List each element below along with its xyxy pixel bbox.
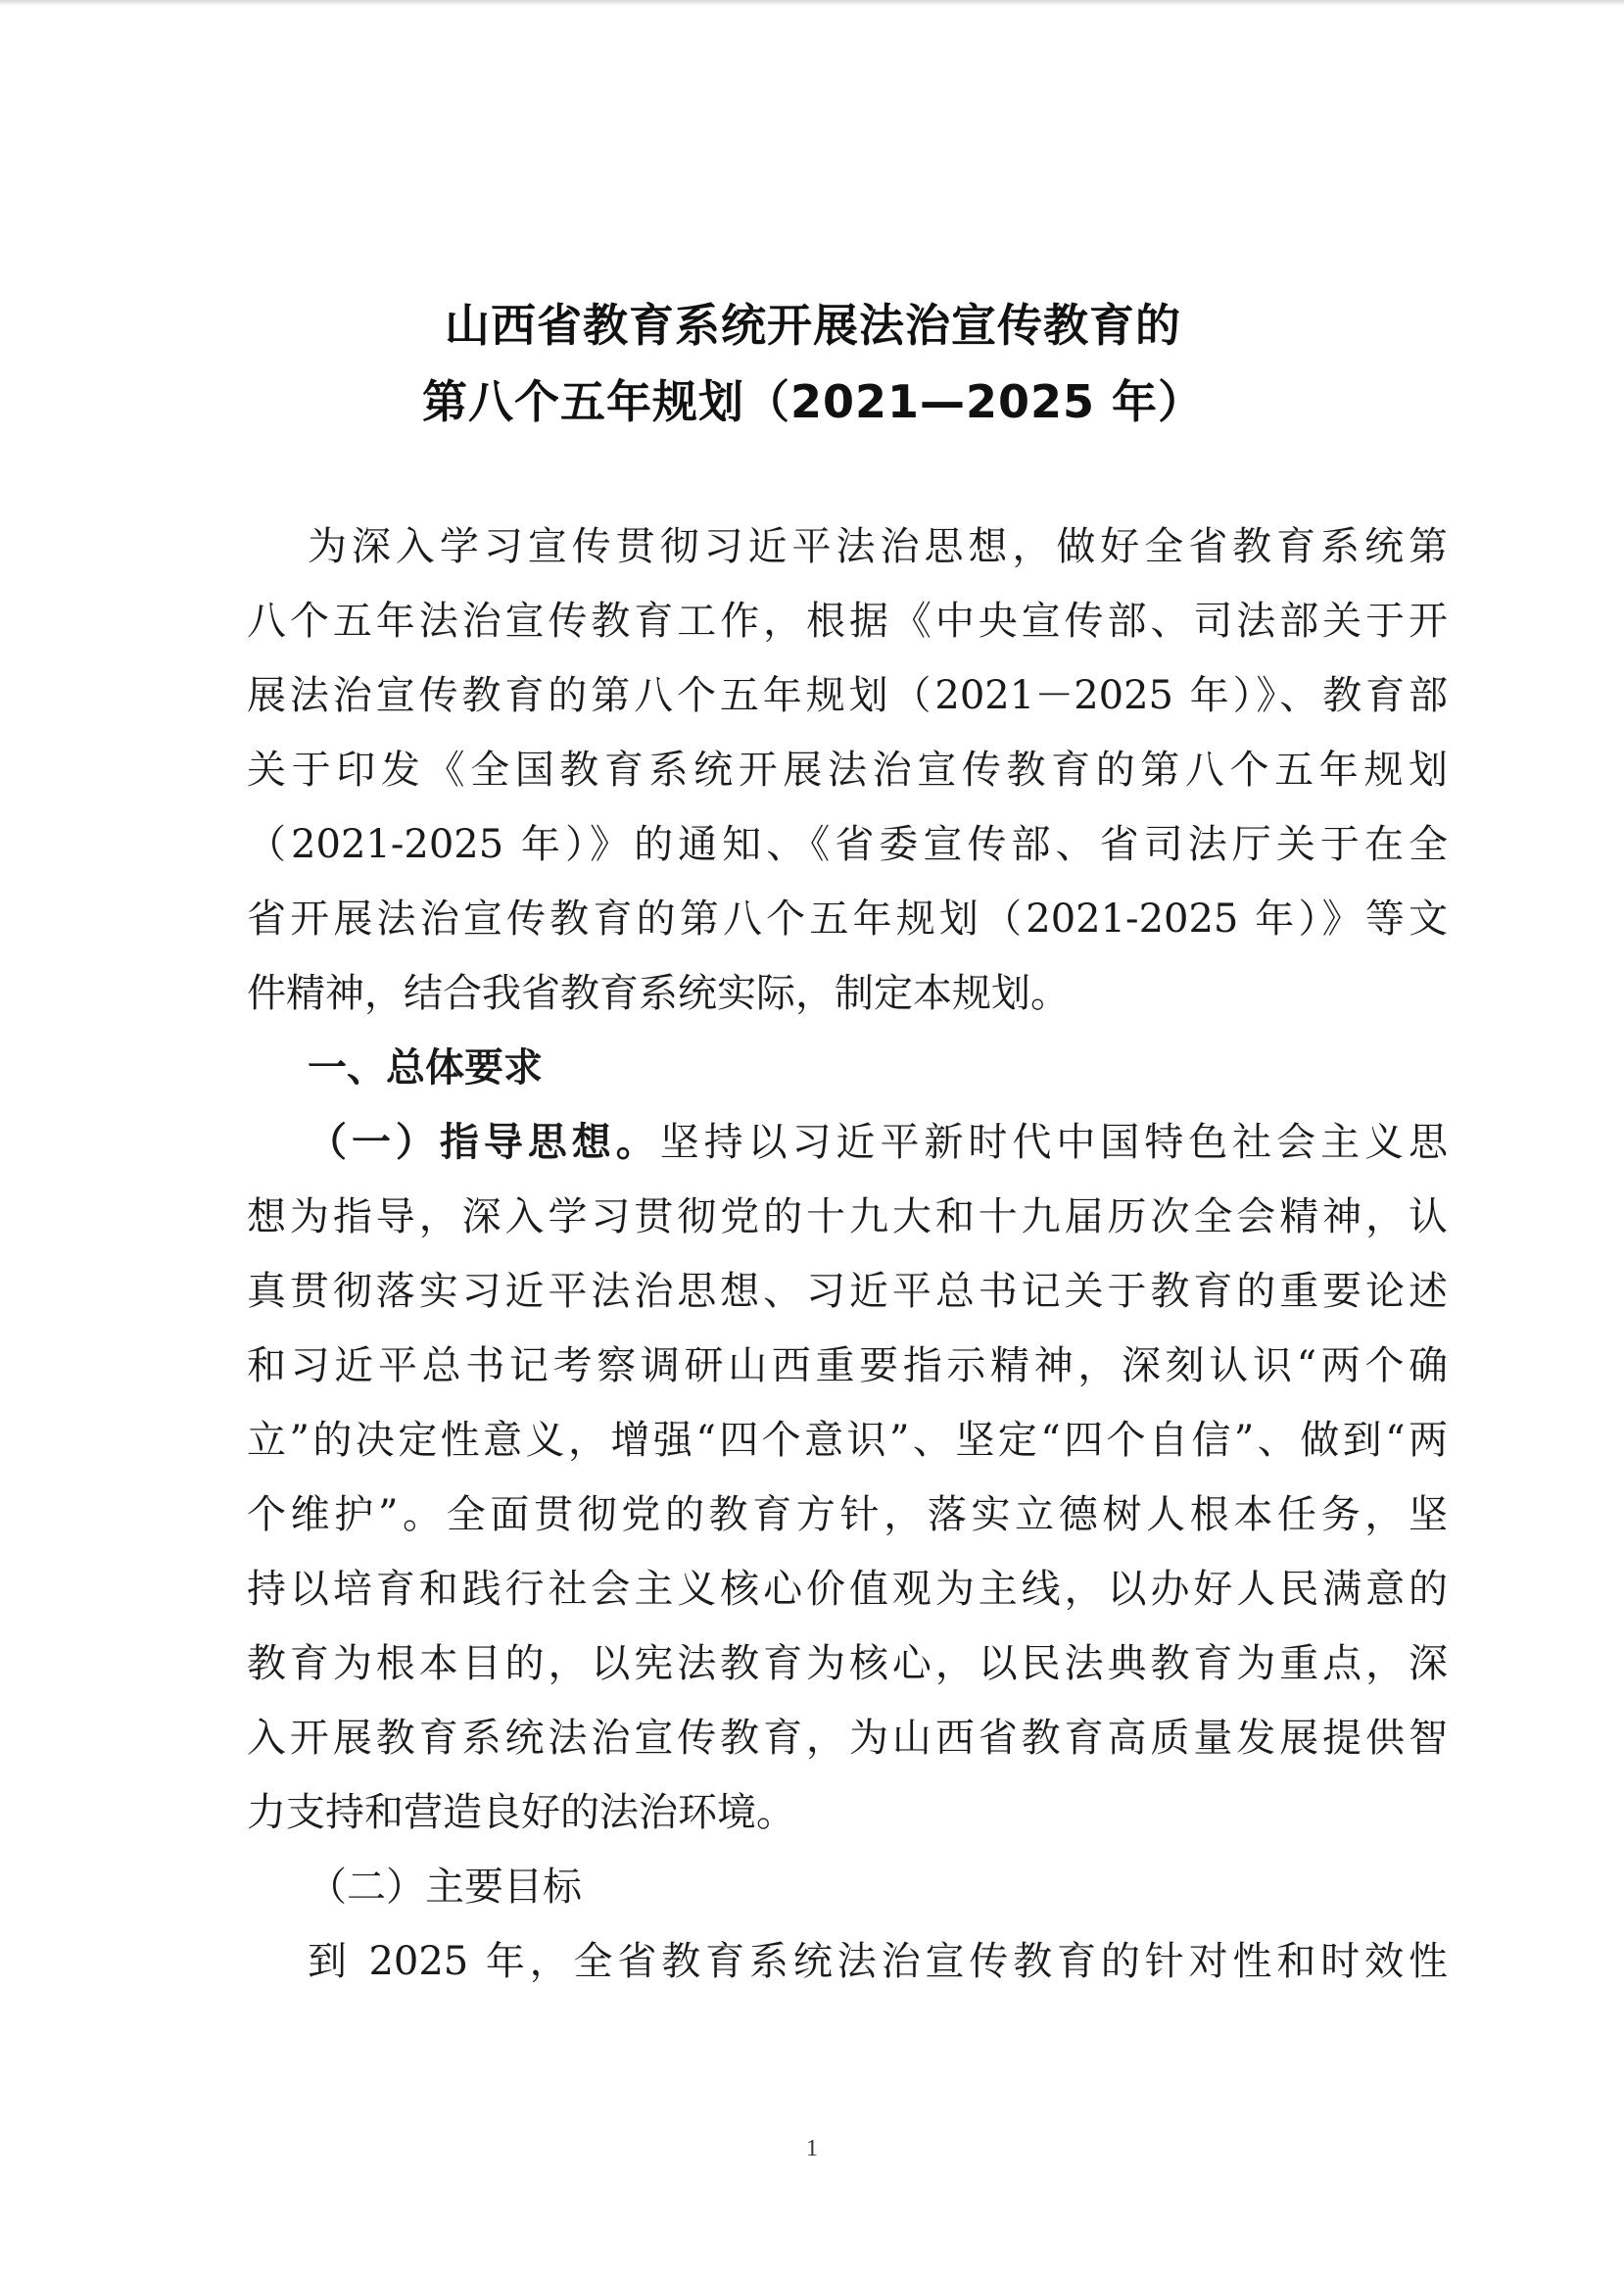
- document-title-line-1: 山西省教育系统开展法治宣传教育的: [445, 299, 1181, 352]
- page-number: 1: [806, 2136, 818, 2161]
- guiding-line: 教育为根本目的，以宪法教育为核心，以民法典教育为重点，深: [247, 1641, 1448, 1686]
- guiding-thought-text: 坚持以习近平新时代中国特色社会主义思: [659, 1120, 1448, 1165]
- scan-edge: [0, 0, 1624, 6]
- intro-line: 省开展法治宣传教育的第八个五年规划（2021-2025 年）》等文: [247, 897, 1448, 942]
- document-title-line-2: 第八个五年规划（2021—2025 年）: [421, 375, 1205, 428]
- guiding-line: 真贯彻落实习近平法治思想、习近平总书记关于教育的重要论述: [247, 1269, 1448, 1314]
- guiding-line: 想为指导，深入学习贯彻党的十九大和十九届历次全会精神，认: [247, 1194, 1448, 1239]
- goal-line: 到 2025 年，全省教育系统法治宣传教育的针对性和时效性: [308, 1939, 1448, 1984]
- guiding-line: 和习近平总书记考察调研山西重要指示精神，深刻认识“两个确: [247, 1343, 1448, 1388]
- section-heading-main-goals: （二）主要目标: [308, 1865, 582, 1910]
- intro-line: 关于印发《全国教育系统开展法治宣传教育的第八个五年规划: [247, 748, 1448, 793]
- intro-line: （2021-2025 年）》的通知、《省委宣传部、省司法厅关于在全: [247, 822, 1448, 867]
- intro-line: 八个五年法治宣传教育工作，根据《中央宣传部、司法部关于开: [247, 599, 1448, 644]
- guiding-line: 立”的决定性意义，增强“四个意识”、坚定“四个自信”、做到“两: [247, 1418, 1448, 1463]
- guiding-line: 入开展教育系统法治宣传教育，为山西省教育高质量发展提供智: [247, 1716, 1448, 1761]
- guiding-line: 力支持和营造良好的法治环境。: [247, 1790, 795, 1835]
- intro-line: 为深入学习宣传贯彻习近平法治思想，做好全省教育系统第: [308, 524, 1448, 569]
- guiding-thought-label: （一）指导思想。: [308, 1120, 660, 1165]
- guiding-thought-first-line: [247, 1105, 1448, 1180]
- intro-line: 展法治宣传教育的第八个五年规划（2021－2025 年）》、教育部: [247, 673, 1448, 718]
- section-heading-general-requirements: 一、总体要求: [308, 1045, 543, 1091]
- guiding-line: 个维护”。全面贯彻党的教育方针，落实立德树人根本任务，坚: [247, 1492, 1448, 1537]
- intro-line: 件精神，结合我省教育系统实际，制定本规划。: [247, 971, 1070, 1016]
- document-body: [247, 509, 1448, 1999]
- guiding-line: 持以培育和践行社会主义核心价值观为主线，以办好人民满意的: [247, 1567, 1448, 1612]
